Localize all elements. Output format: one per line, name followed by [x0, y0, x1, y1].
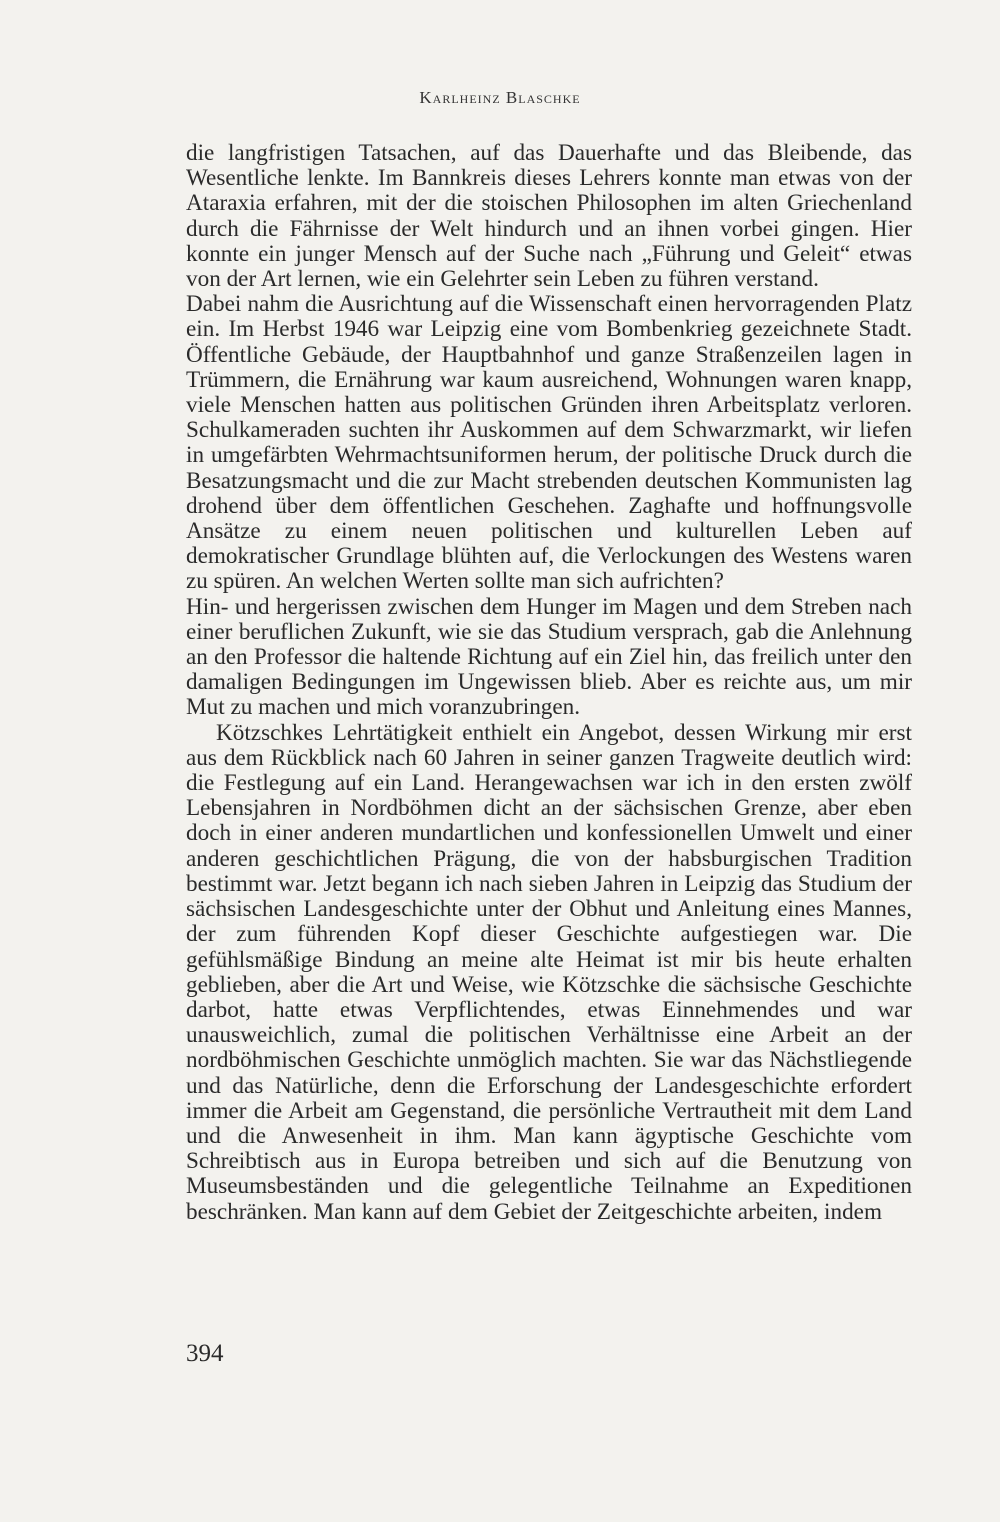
paragraph-1: die langfristigen Tatsachen, auf das Dauerhafte und das Bleibende, das Wesentliche lenkte. Im Bannkreis dieses Lehrers konnte man etwas von der Ataraxia erfahren, mit der die stoischen Philosophen im alten Griechenland durch die Fährnisse der Welt hindurch und an ihnen vorbei gingen. Hier konnte ein junger Mensch auf der Suche nach „Führung und Geleit“ etwas von der Art lernen, wie ein Gelehrter sein Leben zu führen verstand.: [186, 140, 912, 293]
running-head: Karlheinz Blaschke: [419, 88, 581, 107]
body-text: [186, 141, 912, 1225]
paragraph-4: Kötzschkes Lehrtätigkeit enthielt ein Angebot, dessen Wirkung mir erst aus dem Rückblick nach 60 Jahren in seiner ganzen Tragweite deutlich wird: die Festlegung auf ein Land. Herangewachsen war ich in den ersten zwölf Lebensjahren in Nordböhmen dicht an der sächsischen Grenze, aber eben doch in einer anderen mundartlichen und konfessionellen Umwelt und einer anderen geschichtlichen Prägung, die von der habsburgischen Tradition bestimmt war. Jetzt begann ich nach sieben Jahren in Leipzig das Studium der sächsischen Landesgeschichte unter der Obhut und Anleitung eines Mannes, der zum führenden Kopf dieser Geschichte aufgestiegen war. Die gefühlsmäßige Bindung an meine alte Heimat ist mir bis heute erhalten geblieben, aber die Art und Weise, wie Kötzschke die sächsische Geschichte darbot, hatte etwas Verpflichtendes, etwas Einnehmendes und war unausweichlich, zumal die politischen Verhältnisse eine Arbeit an der nordböhmischen Geschichte unmöglich machten. Sie war das Nächstliegende und das Natürliche, denn die Erforschung der Landesgeschichte erfordert immer die Arbeit am Gegenstand, die persönliche Vertrautheit mit dem Land und die Anwesenheit in ihm. Man kann ägyptische Geschichte vom Schreibtisch aus in Europa betreiben und sich auf die Benutzung von Museumsbeständen und die gelegentliche Teilnahme an Expeditionen beschränken. Man kann auf dem Gebiet der Zeitgeschichte arbeiten, indem: [186, 719, 912, 1225]
paragraph-3: Hin- und hergerissen zwischen dem Hunger im Magen und dem Streben nach einer beruflichen Zukunft, wie sie das Studium versprach, gab die Anlehnung an den Professor die haltende Richtung auf ein Ziel hin, das freilich unter den damaligen Bedingungen im Ungewissen blieb. Aber es reichte aus, um mir Mut zu machen und mich voranzubringen.: [186, 593, 912, 721]
paragraph-2: Dabei nahm die Ausrichtung auf die Wissenschaft einen hervorragenden Platz ein. Im Herbst 1946 war Leipzig eine vom Bombenkrieg gezeichnete Stadt. Öffentliche Gebäude, der Hauptbahnhof und ganze Straßenzeilen lagen in Trümmern, die Ernährung war kaum ausreichend, Wohnungen waren knapp, viele Menschen hatten aus politischen Gründen ihren Arbeitsplatz verloren. Schulkameraden suchten ihr Auskommen auf dem Schwarzmarkt, wir liefen in umgefärbten Wehrmachtsuniformen herum, der politische Druck durch die Besatzungsmacht und die zur Macht strebenden deutschen Kommunisten lag drohend über dem öffentlichen Geschehen. Zaghafte und hoffnungsvolle Ansätze zu einem neuen politischen und kulturellen Leben auf demokratischer Grundlage blühten auf, die Verlockungen des Westens waren zu spüren. An welchen Werten sollte man sich aufrichten?: [186, 291, 912, 595]
page-number: 394: [186, 1340, 224, 1367]
